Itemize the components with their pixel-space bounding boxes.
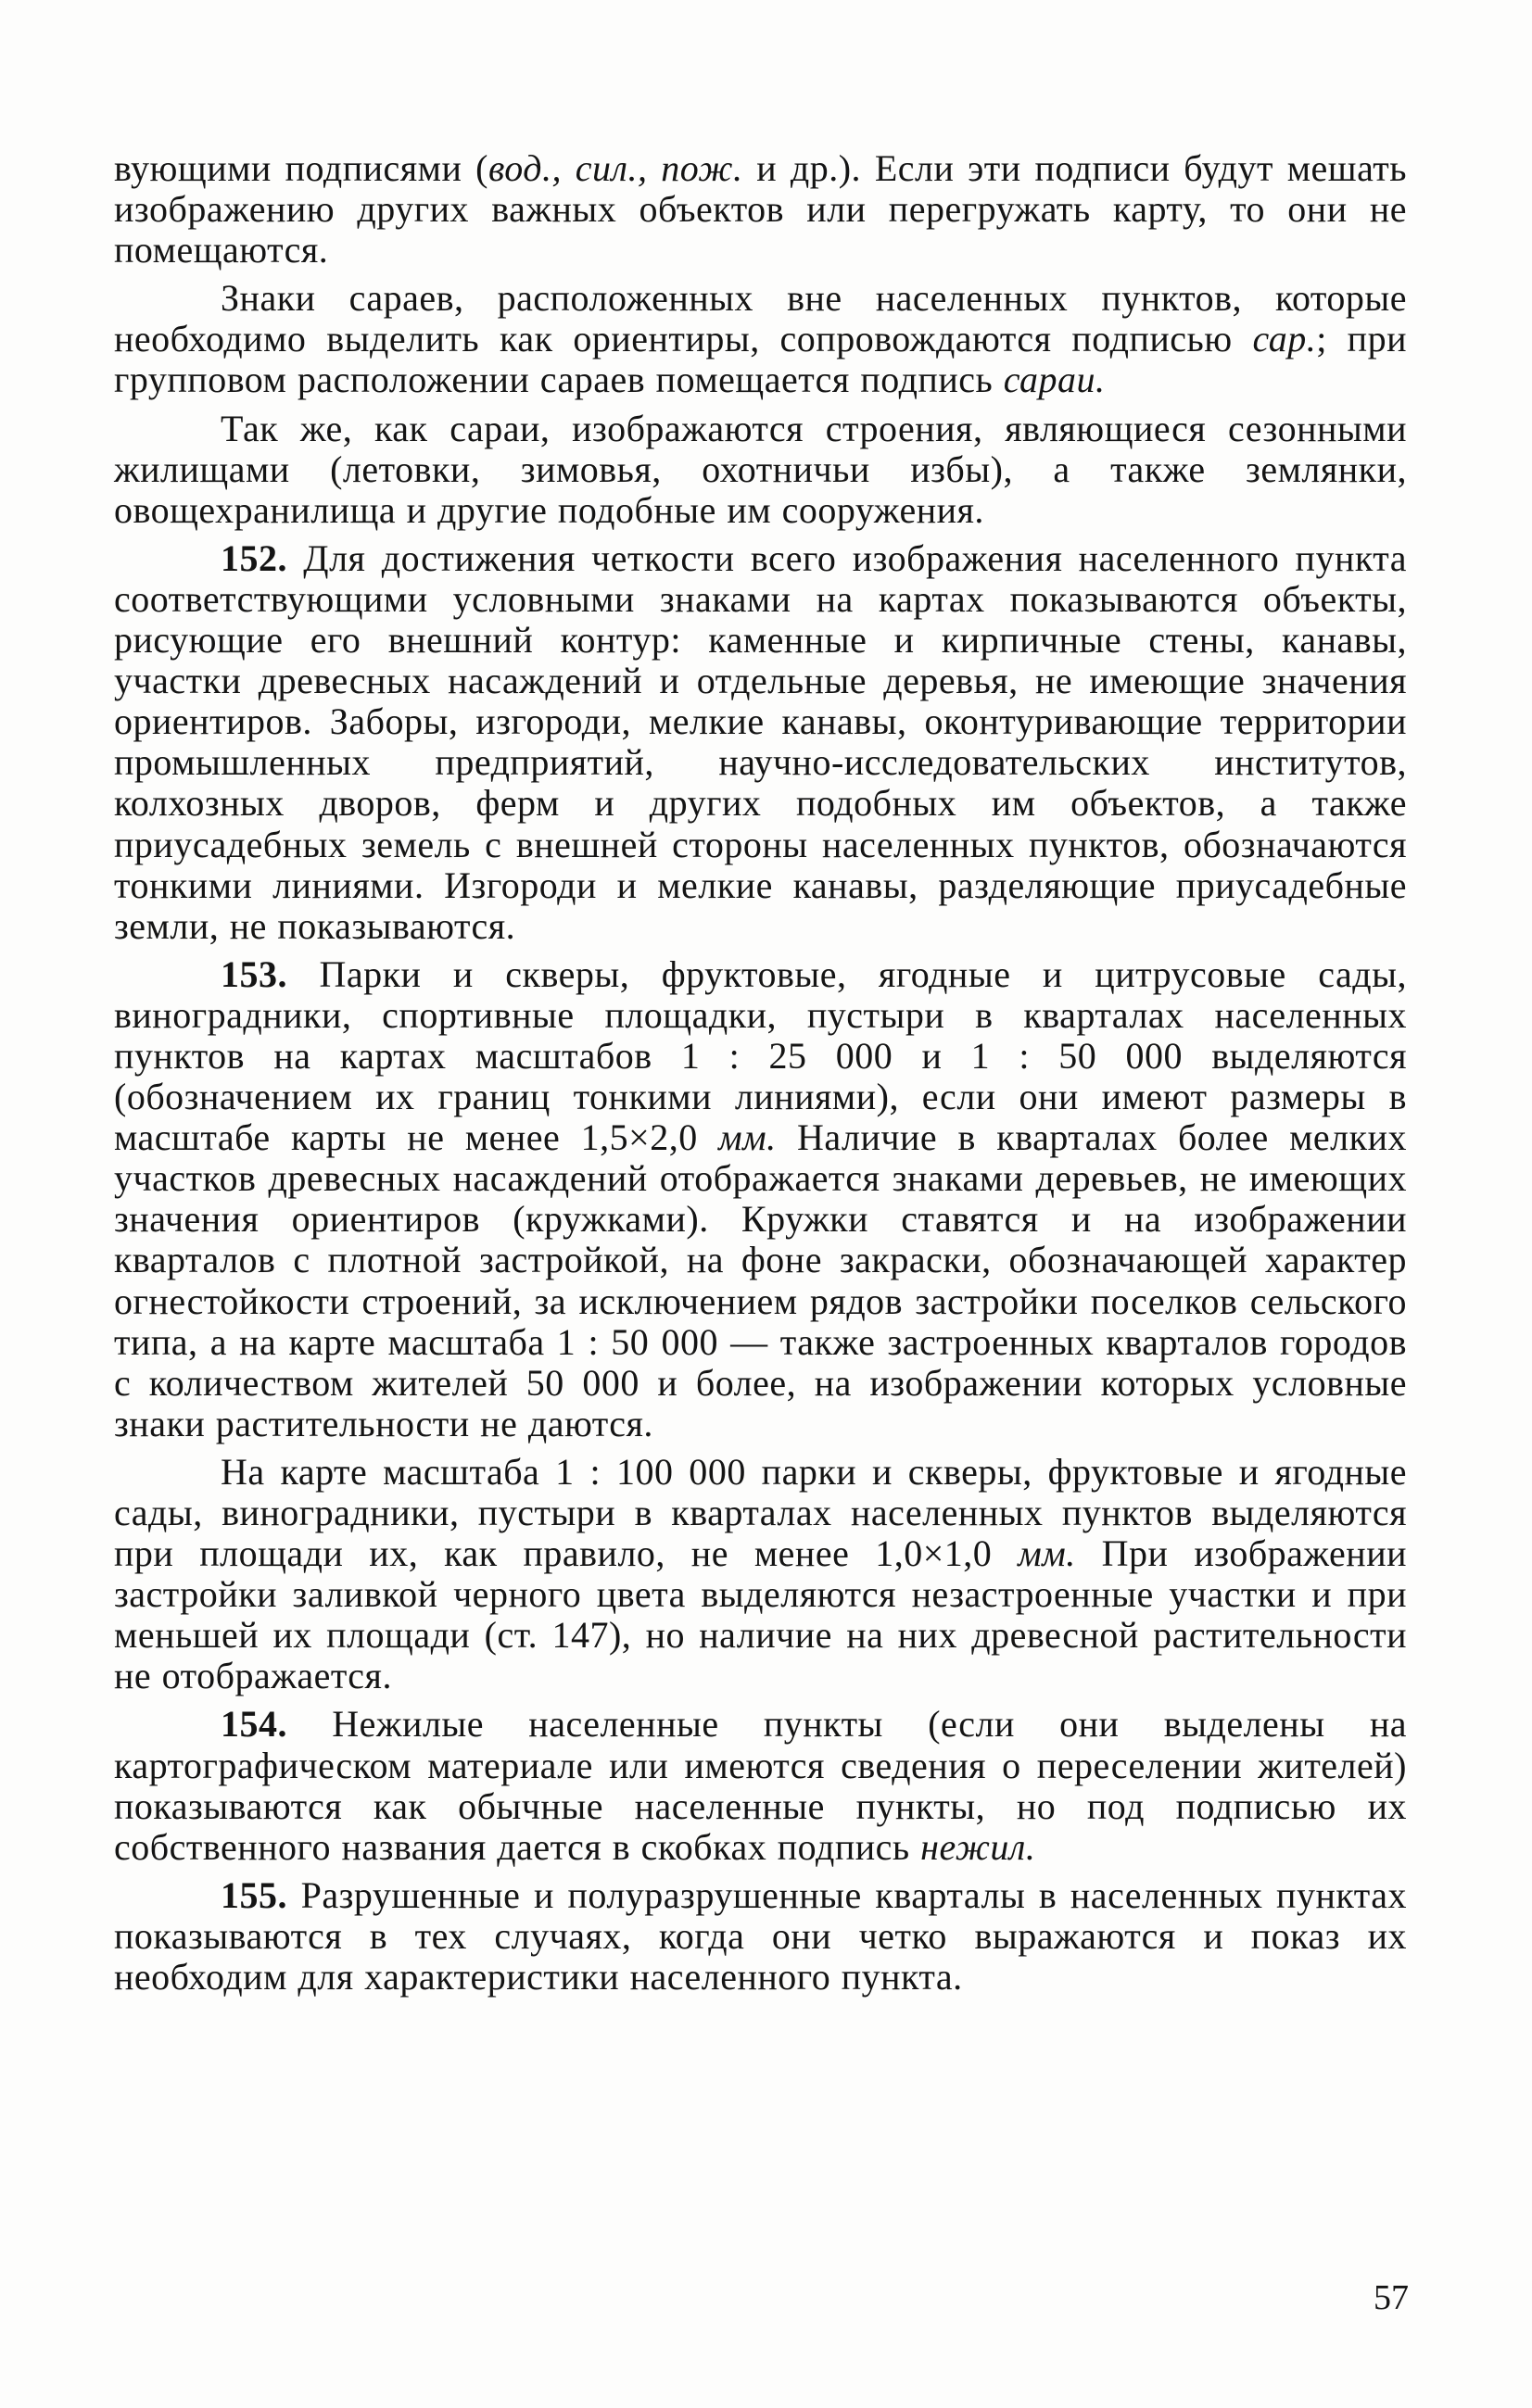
article-number: 155.: [221, 1873, 287, 1916]
italic-abbreviation: мм.: [718, 1116, 777, 1159]
article-number: 153.: [221, 952, 287, 995]
article-paragraph: [114, 1704, 1407, 1867]
text-run: Парки и скверы, фруктовые, ягодные и цитрусовые сады, виноградники, спортивные площадки, пустыри в кварталах населенных пунктов на картах масштабов 1 : 25 000 и 1 : 50 000 выделяются (обозначением их границ тонкими линиями), если они имеют размеры в масштабе карты не менее 1,5×2,0: [114, 952, 1407, 1159]
article-number: 154.: [221, 1703, 287, 1746]
paragraph: [114, 278, 1407, 400]
article-number: 152.: [221, 536, 287, 579]
italic-abbreviation: мм.: [1018, 1532, 1076, 1575]
text-run: Знаки сараев, расположенных вне населенных пунктов, которые необходимо выделить как ориентиры, сопровождаются подписью: [114, 277, 1407, 360]
text-run: На карте масштаба 1 : 100 000 парки и скверы, фруктовые и ягодные сады, виноградники, пустыри в кварталах населенных пунктов выделяются при площади их, как правило, не менее 1,0×1,0: [114, 1450, 1407, 1575]
text-run: Для достижения четкости всего изображения населенного пункта соответствующими условными знаками на картах показываются объекты, рисующие его внешний контур: каменные и кирпичные стены, канавы, участки древесных насаждений и отдельные деревья, не имеющие значения ориентиров. Заборы, изгороди, мелкие канавы, оконтуривающие территории промышленных предприятий, научно-исследовательских институтов, колхозных дворов, ферм и других подобных им объектов, а также приусадебных земель с внешней стороны населенных пунктов, обозначаются тонкими линиями. Изгороди и мелкие канавы, разделяющие приусадебные земли, не показываются.: [114, 536, 1407, 947]
text-run: Наличие в кварталах более мелких участков древесных насаждений отображается знаками деревьев, не имеющих значения ориентиров (кружками). Кружки ставятся и на изображении кварталов с плотной застройкой, на фоне закраски, обозначающей характер огнестойкости строений, за исключением рядов застройки поселков сельского типа, а на карте масштаба 1 : 50 000 — также застроенных кварталов городов с количеством жителей 50 000 и более, на изображении которых условные знаки растительности не даются.: [114, 1116, 1407, 1444]
article-paragraph: [114, 1875, 1407, 1998]
italic-abbreviation: сар.: [1252, 318, 1317, 360]
text-run: Так же, как сараи, изображаются строения, являющиеся сезонными жилищами (летовки, зимовья, охотничьи избы), а также землянки, овощехранилища и другие подобные им сооружения.: [114, 407, 1407, 531]
article-paragraph: [114, 538, 1407, 947]
italic-abbreviation: вод., сил., пож.: [487, 147, 743, 189]
page-number: 57: [1374, 2278, 1409, 2317]
article-paragraph: [114, 954, 1407, 1444]
text-run: Нежилые населенные пункты (если они выделены на картографическом материале или имеются сведения о переселении жителей) показываются как обычные населенные пункты, но под подписью их собственного названия дается в скобках подпись: [114, 1703, 1407, 1868]
text-run: ; при групповом расположении сараев помещается подпись: [114, 318, 1407, 401]
paragraph: [114, 409, 1407, 531]
paragraph: [114, 1452, 1407, 1697]
text-run: и др.). Если эти подписи будут мешать изображению других важных объектов или перегружать карту, то они не помещаются.: [114, 147, 1408, 271]
italic-abbreviation: нежил.: [920, 1825, 1036, 1868]
italic-abbreviation: сараи.: [1003, 359, 1106, 401]
text-run: При изображении застройки заливкой черного цвета выделяются незастроенные участки и при меньшей их площади (ст. 147), но наличие на них древесной растительности не отображается.: [114, 1532, 1408, 1697]
paragraph: [114, 148, 1407, 271]
body-text: [114, 148, 1407, 2005]
text-run: Разрушенные и полуразрушенные кварталы в населенных пунктах показываются в тех случаях, когда они четко выражаются и показ их необходим для характеристики населенного пункта.: [114, 1873, 1407, 1998]
text-run: вующими подписями (: [114, 147, 488, 189]
